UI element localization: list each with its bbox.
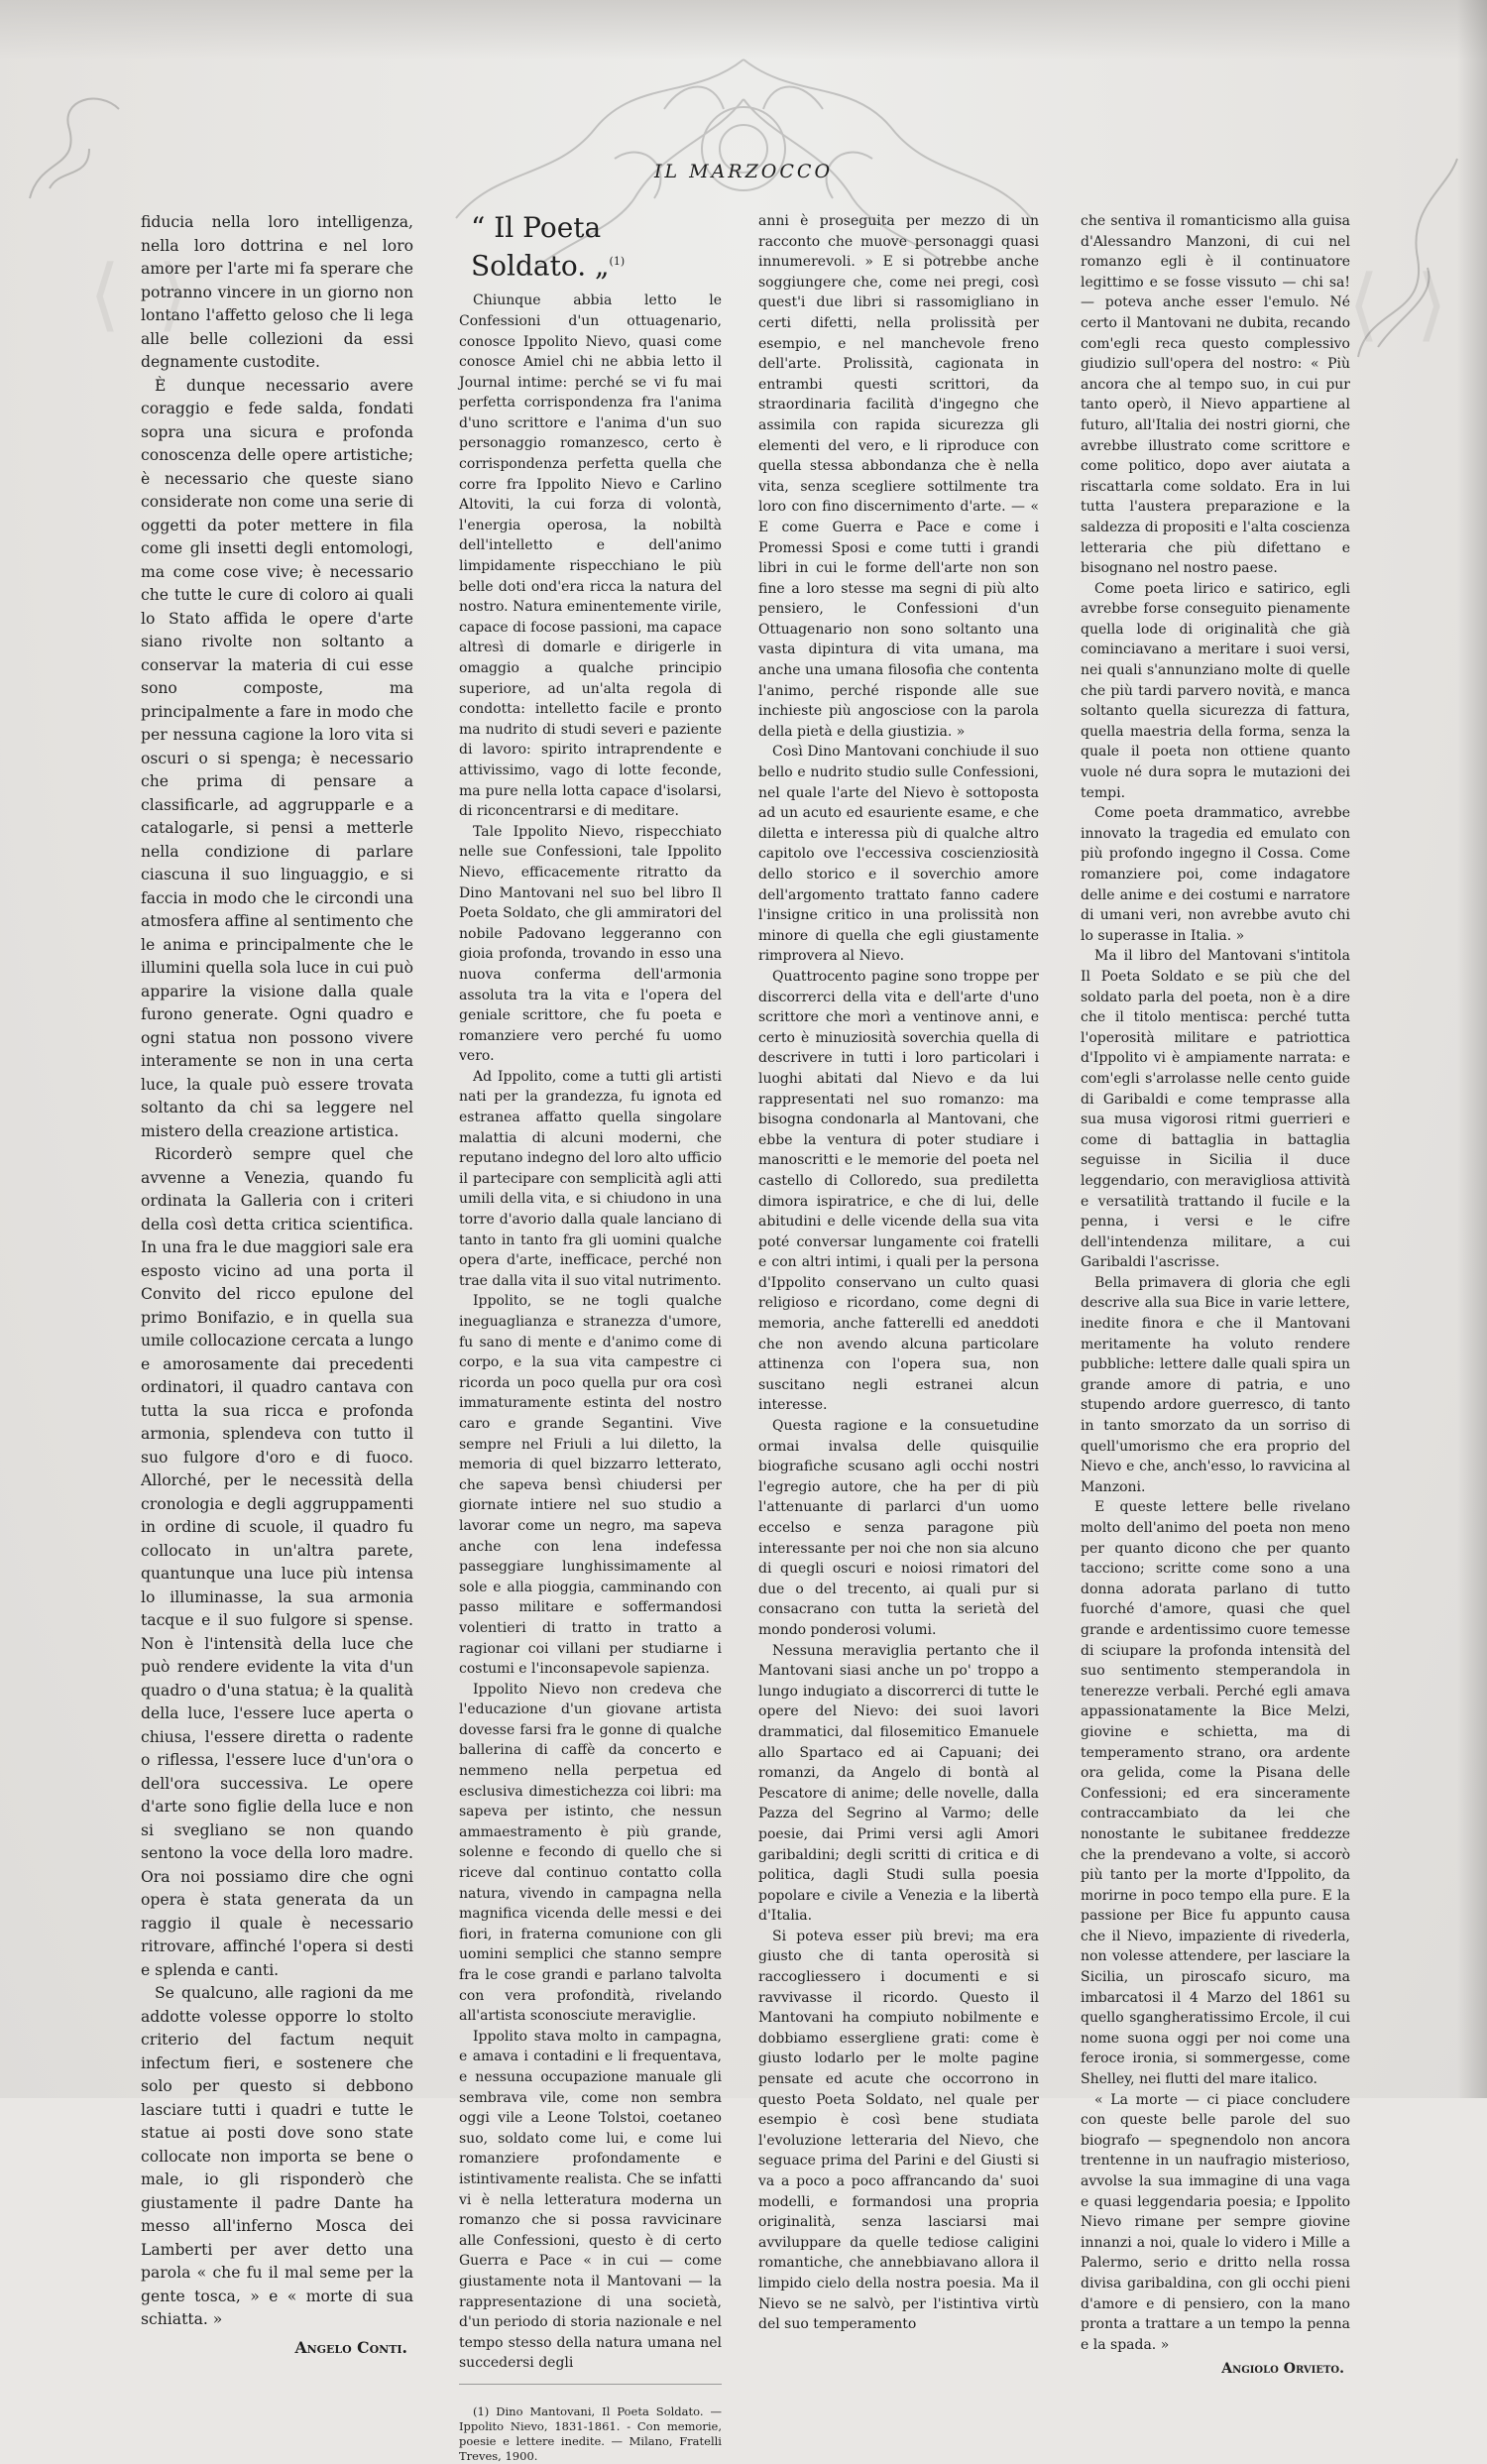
paragraph: Ippolito, se ne togli qualche ineguaglianza e stranezza d'umore, fu sano di mente e d'animo come di corpo, e la sua vita campestre ci ricorda un poco quella pur ora così immaturamente estinta del nostro caro e grande Segantini. Vive sempre nel Friuli a lui diletto, la memoria di quel bizzarro letterato, che sapeva bensì chiudersi per giornate intiere nel suo studio a lavorar come un negro, ma sapeva anche con lena indefessa passeggiare lunghissimamente al sole e alla pioggia, camminando con passo militare e soffermandosi volentieri di tratto in tratto a ragionar coi villani per studiarne i costumi e l'inconsapevole sapienza.	[459, 1293, 722, 1678]
column-2	[459, 211, 722, 2463]
paragraph: Quattrocento pagine sono troppe per discorrerci della vita e dell'arte d'uno scrittore che morì a ventinove anni, e certo è minuziosità soverchia quella di descrivere in tutti i loro particolari i luoghi abitati dal Nievo e da lui rappresentati nel suo romanzo: ma bisogna condonarla al Mantovani, che ebbe la ventura di poter studiare i manoscritti e le memorie del poeta nel castello di Colloredo, sua prediletta dimora ispiratrice, e che di lui, delle abitudini e delle vicende della sua vita poté conversar lungamente coi fratelli e con altri intimi, i quali per la persona d'Ippolito conservano un culto quasi religioso e ricordano, come degni di memoria, anche fatterelli ed aneddoti che non avendo alcuna particolare attinenza con l'opera sua, non suscitano negli estranei alcun interesse.	[758, 968, 1039, 1414]
paragraph: Ricorderò sempre quel che avvenne a Venezia, quando fu ordinata la Galleria con i criteri della così detta critica scientifica. In una fra le due maggiori sale era esposto vicino ad una porta il Convito del ricco epulone del primo Bonifazio, e in quella sua umile collocazione cercata a lungo e amorosamente dai precedenti ordinatori, il quadro cantava con tutta la sua ricca e profonda armonia, splendeva con tutto il suo fulgore d'oro e di fuoco. Allorché, per le necessità della cronologia e degli aggruppamenti in ordine di scuole, il quadro fu collocato in un'altra parete, quantunque una luce più intensa lo illuminasse, la sua armonia tacque e il suo fulgore si spense. Non è l'intensità della luce che può rendere evidente la vita d'un quadro o d'una statua; è la qualità della luce, l'essere luce aperta o chiusa, l'essere diretta o radente o riflessa, l'essere luce d'un'ora o dell'ora successiva. Le opere d'arte sono figlie della luce e non si svegliano se non quando sentono la voce della loro madre. Ora noi possiamo dire che ogni opera è stata generata da un raggio il quale è necessario ritrovare, affinché l'opera si desti e splenda e canti.	[141, 1145, 413, 1979]
paragraph: Bella primavera di gloria che egli descrive alla sua Bice in varie lettere, inedite finora e che il Mantovani meritamente ha voluto rendere pubbliche: lettere dalle quali spira un grande amore di patria, e uno stupendo ardore guerresco, di tanto in tanto smorzato da un sorriso di quell'umorismo che era proprio del Nievo e che, anch'esso, lo ravvicina al Manzoni.	[1081, 1274, 1350, 1495]
paragraph: Come poeta lirico e satirico, egli avrebbe forse conseguito pienamente quella lode di originalità che già cominciavano a meritare i suoi versi, nei quali s'annunziano molte di quelle che più tardi parvero novità, e manca soltanto quella sicurezza di fattura, quella maestria della forma, senza la quale il poeta non ottiene quanto vuole né dura sopra le mutazioni dei tempi.	[1081, 580, 1350, 801]
paragraph: Come poeta drammatico, avrebbe innovato la tragedia ed emulato con più profondo ingegno il Cossa. Come romanziere poi, come indagatore delle anime e dei costumi e narratore di umani veri, non avrebbe avuto chi lo superasse in Italia. »	[1081, 805, 1350, 944]
title-footnote-marker: (1)	[609, 255, 626, 268]
journal-header: IL MARZOCCO	[653, 161, 834, 182]
author-signature: Angelo Conti.	[294, 2337, 407, 2357]
paragraph: È dunque necessario avere coraggio e fede salda, fondati sopra una sicura e profonda conoscenza delle opere artistiche; è necessario che queste siano considerate non come una serie di oggetti da poter mettere in fila come gli insetti degli entomologi, ma come cose vive; è necessario che tutte le cure di coloro ai quali lo Stato affida le opere d'arte siano rivolte non soltanto a conservar la materia di cui esse sono composte, ma principalmente a fare in modo che per nessuna cagione la loro vita si oscuri o si spenga; è necessario che prima di pensare a classificarle, ad aggrupparle e a catalogarle, si pensi a metterle nella condizione di parlare ciascuna il suo linguaggio, e si faccia in modo che le circondi una atmosfera affine al sentimento che le anima e principalmente che le illumini quella sola luce in cui può apparire la visione dalla quale furono generate. Ogni quadro e ogni statua non possono vivere interamente se non in una certa luce, la quale può essere trovata soltanto da chi sa leggere nel mistero della creazione artistica.	[141, 376, 413, 1140]
paragraph: Ippolito Nievo non credeva che l'educazione d'un giovane artista dovesse farsi fra le gonne di qualche ballerina di caffè da concerto e nemmeno nella perpetua ed esclusiva dimestichezza coi libri: ma sapeva per istinto, che nessun ammaestramento è più grande, solenne e fecondo di quello che si riceve dal continuo contatto colla natura, vivendo in campagna nella magnifica vicenda delle messi e dei fiori, in fraterna comunione con gli uomini semplici che stanno sempre fra le cose grandi e parlano talvolta con vera profondità, rivelando all'artista sconosciute meraviglie.	[459, 1681, 722, 2025]
footnote: (1) Dino Mantovani, Il Poeta Soldato. — Ippolito Nievo, 1831-1861. - Con memorie, poesie e lettere inedite. — Milano, Fratelli Treves, 1900.	[459, 2404, 722, 2463]
paragraph: Si poteva esser più brevi; ma era giusto che di tanta operosità si raccogliessero i documenti e si ravvivasse il ricordo. Questo il Mantovani ha compiuto nobilmente e dobbiamo essergliene grati: come è giusto lodarlo per le molte pagine pensate ed acute che occorrono in questo Poeta Soldato, nel quale per esempio è così bene studiata l'evoluzione letteraria del Nievo, che seguace prima del Parini e del Giusti si va a poco a poco affrancando da' suoi modelli, e formandosi una propria originalità, senza lasciarsi mai avviluppare da quelle tediose caligini romantiche, che annebbiavano allora il limpido cielo della nostra poesia. Ma il Nievo se ne salvò, per l'istintiva virtù del suo temperamento	[758, 1928, 1039, 2333]
paragraph: fiducia nella loro intelligenza, nella loro dottrina e nel loro amore per l'arte mi fa sperare che potranno vincere in un giorno non lontano l'affetto geloso che li lega alle belle collezioni da essi degnamente custodite.	[141, 213, 413, 371]
column-3	[758, 211, 1039, 2333]
bleedthrough-marks-left: ⟨ ⟩	[89, 248, 194, 340]
footnote-rule	[459, 2384, 722, 2385]
corner-flourish-left	[20, 79, 129, 208]
paragraph: che sentiva il romanticismo alla guisa d'Alessandro Manzoni, di cui nel romanzo egli è il continuatore legittimo e se fosse vissuto — chi sa! — poteva anche esser l'emulo. Né certo il Mantovani ne dubita, recando com'egli reca questo complessivo giudizio sull'opera del nostro: « Più ancora che al tempo suo, in cui pur tanto operò, il Nievo appartiene al futuro, all'Italia dei nostri giorni, che avrebbe illustrato come scrittore e come politico, dopo aver aiutata a riscattarla come soldato. Era in lui tutta l'austera preparazione e la saldezza di propositi e l'alta coscienza letteraria che più difettano e bisognano nel nostro paese.	[1081, 213, 1350, 577]
paragraph: Nessuna meraviglia pertanto che il Mantovani siasi anche un po' troppo a lungo indugiato a discorrerci di tutte le opere del Nievo: dei suoi lavori drammatici, dal filosemitico Emanuele allo Spartaco ed ai Capuani; dei romanzi, da Angelo di bontà al Pescatore di anime; delle novelle, dalla Pazza del Segrino al Varmo; delle poesie, dai Primi versi agli Amori garibaldini; degli scritti di critica e di politica, dagli Studi sulla poesia popolare e civile a Venezia e la libertà d'Italia.	[758, 1642, 1039, 1925]
column-4	[1081, 211, 1350, 2378]
bleedthrough-marks-right: ⟨ ⟩	[1348, 258, 1453, 350]
author-signature: Angiolo Orvieto.	[1221, 2361, 1344, 2378]
paragraph: anni è proseguita per mezzo di un racconto che muove personaggi quasi innumerevoli. » E si potrebbe anche soggiungere che, come nei pregi, così quest'i due libri si rassomigliano in certi difetti, nella prolissità per esempio, e nel manchevole freno dell'arte. Prolissità, cagionata in entrambi questi scrittori, da straordinaria facilità d'ingegno che assimila con rapida sicurezza gli elementi del vero, e li riproduce con quella stessa abbondanza che è nella vita, senza scegliere sottilmente tra loro con fino discernimento d'arte. — « E come Guerra e Pace e come i Promessi Sposi e come tutti i grandi libri in cui le forme dell'arte non son fine a loro stesse ma segni di più alto pensiero, le Confessioni d'un Ottuagenario non sono soltanto una vasta dipintura di vita umana, ma anche una umana filosofia che contenta l'animo, perché risponde alle sue inchieste più angosciose con la parola della pietà e della giustizia. »	[758, 213, 1039, 740]
paragraph: Ma il libro del Mantovani s'intitola Il Poeta Soldato e se più che del soldato parla del poeta, non è a dire che il titolo mentisca: perché tutta l'operosità militare e patriottica d'Ippolito vi è ampiamente narrata: e com'egli s'arrolasse nelle cento guide di Garibaldi e come temprasse alla sua musa vigorosi ritmi guerrieri e come di battaglia in battaglia seguisse in Sicilia il duce leggendario, con meravigliosa attività e versatilità trattando il fucile e la penna, i versi e le cifre dell'intendenza militare, a cui Garibaldi l'ascrisse.	[1081, 948, 1350, 1271]
paragraph: Tale Ippolito Nievo, rispecchiato nelle sue Confessioni, tale Ippolito Nievo, efficacemente ritratto da Dino Mantovani nel suo bel libro Il Poeta Soldato, che gli ammiratori del nobile Padovano leggeranno con gioia profonda, trovando in esso una nuova conferma dell'armonia assoluta tra la vita e l'opera del geniale scrittore, che fu poeta e romanziere vero perché fu uomo vero.	[459, 823, 722, 1065]
paragraph: Così Dino Mantovani conchiude il suo bello e nudrito studio sulle Confessioni, nel quale l'arte del Nievo è sottoposta ad un acuto ed esauriente esame, e che diletta e interessa più di qualche altro capitolo ove l'eccessiva coscienziosità dello storico e il soverchio amore dell'argomento trattato fanno cadere l'insigne critico in una prolissità non minore di quella che egli giustamente rimprovera al Nievo.	[758, 744, 1039, 965]
paragraph: Ad Ippolito, come a tutti gli artisti nati per la grandezza, fu ignota ed estranea affatto quella singolare malattia di alcuni moderni, che reputano indegno del loro alto ufficio il partecipare con semplicità agli atti umili della vita, e si chiudono in una torre d'avorio dalla quale lanciano di tanto in tanto fra gli uomini qualche opera d'arte, inefficace, perché non trae dalla vita il suo vital nutrimento.	[459, 1068, 722, 1289]
paragraph: Chiunque abbia letto le Confessioni d'un ottuagenario, conosce Ippolito Nievo, quasi come conosce Amiel chi ne abbia letto il Journal intime: perché se vi fu mai perfetta corrispondenza fra l'anima d'uno scrittore e l'anima d'un suo personaggio romanzesco, certo è corrispondenza perfetta quella che corre fra Ippolito Nievo e Carlino Altoviti, la cui forza di volontà, l'energia operosa, la nobiltà dell'intelletto e dell'animo limpidamente rispecchiano le più belle doti ond'era ricca la natura del nostro. Natura eminentemente virile, capace di focose passioni, ma capace altresì di domarle e dirigerle in omaggio a qualche principio superiore, ad un'alta regola di condotta: intelletto facile e pronto ma nudrito di studi severi e paziente di lavoro: spirito intraprendente e attivissimo, vago di lotte feconde, ma pure nella lotta capace d'isolarsi, di riconcentrarsi e di meditare.	[459, 293, 722, 820]
column-1	[141, 211, 413, 2357]
article-title-text: “ Il Poeta Soldato. „	[471, 211, 610, 283]
paragraph: E queste lettere belle rivelano molto dell'animo del poeta non meno per quanto dicono che per quanto tacciono; scritte come sono a una donna adorata parlano di tutto fuorché d'amore, quasi che quel grande e ardentissimo cuore temesse di sciupare la profonda intensità del suo sentimento stemperandola in tenerezze verbali. Perché egli amava appassionatamente la Bice Melzi, giovine e schietta, ma di temperamento strano, ora ardente ora gelida, come la Pisana delle Confessioni; ed era sinceramente contraccambiato da lei che nonostante le subitanee freddezze che la prendevano a volte, si accorò più tanto per la morte d'Ippolito, da morirne in poco tempo ella pure. E la passione per Bice fu appunto causa che il Nievo, impaziente di rivederla, non volesse attendere, per lasciare la Sicilia, un piroscafo sicuro, ma imbarcatosi il 4 Marzo del 1861 su quello sgangheratissimo Ercole, il cui nome suona oggi per noi come una feroce ironia, si sommergesse, come Shelley, nei flutti del mare italico.	[1081, 1499, 1350, 2088]
paragraph: Questa ragione e la consuetudine ormai invalsa delle quisquilie biografiche scusano agli occhi nostri l'egregio autore, che ha per di più l'attenuante di parlarci d'un uomo eccelso e senza paragone più interessante per noi che non sia alcuno di quegli oscuri e noiosi rimatori del due o del trecento, ai quali pur si consacrano con tutta la serietà del mondo ponderosi volumi.	[758, 1418, 1039, 1638]
paragraph: « La morte — ci piace concludere con queste belle parole del suo biografo — spegnendolo non ancora trentenne in un naufragio misterioso, avvolse la sua immagine di una vaga e quasi leggendaria poesia; e Ippolito Nievo rimane per sempre giovine innanzi a noi, quale lo videro i Mille a Palermo, serio e dritto nella rossa divisa garibaldina, con gli occhi pieni d'amore e di pensiero, con la mano pronta a trattare a un tempo la penna e la spada. »	[1081, 2091, 1350, 2353]
article-title	[471, 211, 722, 283]
paragraph: Ippolito stava molto in campagna, e amava i contadini e li frequentava, e nessuna occupazione manuale gli sembrava vile, come non sembra oggi vile a Leone Tolstoi, coetaneo suo, soldato come lui, e come lui romanziere profondamente e istintivamente realista. Che se infatti vi è nella letteratura moderna un romanzo che si possa ravvicinare alle Confessioni, questo è di certo Guerra e Pace « in cui — come giustamente nota il Mantovani — la rappresentazione di una società, d'un periodo di storia nazionale e nel tempo stesso della natura umana nel succedersi degli	[459, 2028, 722, 2372]
paragraph: Se qualcuno, alle ragioni da me addotte volesse opporre lo stolto criterio del factum nequit infectum fieri, e sostenere che solo per questo si debbono lasciare tutti i quadri e tutte le statue ai posti dove sono state collocate non importa se bene o male, io gli risponderò che giustamente il padre Dante ha messo all'inferno Mosca dei Lamberti per aver detto una parola « che fu il mal seme per la gente tosca, » e « morte di sua schiatta. »	[141, 1984, 413, 2328]
